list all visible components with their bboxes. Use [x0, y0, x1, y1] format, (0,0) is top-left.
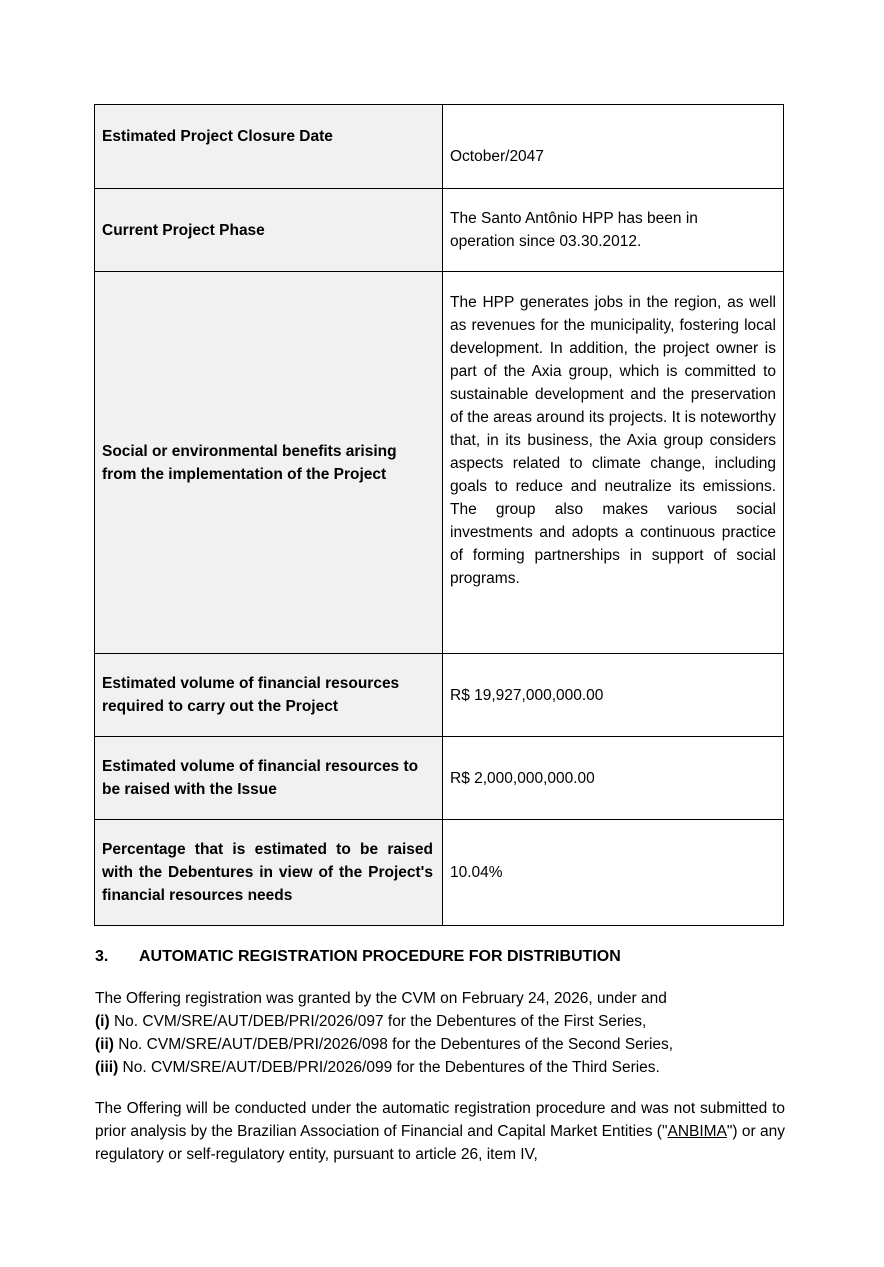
row-label-cell: [95, 654, 443, 737]
anbima-defined-term: ANBIMA: [667, 1123, 727, 1140]
item-text: No. CVM/SRE/AUT/DEB/PRI/2026/097 for the Debentures of the First Series,: [109, 1013, 647, 1030]
row-label: Estimated Project Closure Date: [102, 128, 333, 145]
row-value: The Santo Antônio HPP has been in operation since 03.30.2012.: [450, 210, 698, 250]
item-text: No. CVM/SRE/AUT/DEB/PRI/2026/098 for the Debentures of the Second Series,: [113, 1036, 674, 1053]
row-label: Percentage that is estimated to be raised with the Debentures in view of the Project's financial resources needs: [102, 841, 433, 904]
row-value-cell: [443, 737, 784, 820]
section-number: 3.: [95, 948, 109, 965]
section-title: AUTOMATIC REGISTRATION PROCEDURE FOR DISTRIBUTION: [139, 948, 621, 965]
item-text: No. CVM/SRE/AUT/DEB/PRI/2026/099 for the Debentures of the Third Series.: [118, 1059, 660, 1076]
item-marker: (i): [95, 1013, 110, 1030]
row-label-cell: [95, 105, 443, 189]
table-row: [95, 654, 784, 737]
project-info-table: [94, 104, 784, 926]
item-marker: (iii): [95, 1059, 119, 1076]
list-item: [95, 1056, 785, 1079]
table-row: [95, 105, 784, 189]
section-heading: [95, 946, 621, 968]
row-label: Social or environmental benefits arising from the implementation of the Project: [102, 442, 397, 483]
row-label-cell: [95, 272, 443, 654]
paragraph-text-after: ") or any regulatory or self-regulatory entity, pursuant to article 26, item IV,: [95, 1123, 785, 1163]
row-label-cell: [95, 189, 443, 272]
row-value-cell: [443, 189, 784, 272]
row-label-cell: [95, 820, 443, 926]
row-value: October/2047: [450, 148, 544, 165]
paragraph-intro: The Offering registration was granted by the CVM on February 24, 2026, under and: [95, 990, 667, 1007]
row-value-cell: [443, 105, 784, 189]
row-value: R$ 2,000,000,000.00: [450, 769, 595, 787]
item-marker: (ii): [95, 1036, 114, 1053]
row-label-cell: [95, 737, 443, 820]
paragraph-text-before: The Offering will be conducted under the automatic registration procedure and was not submitted to prior analysis by the Brazilian Association of Financial and Capital Market Entities (": [95, 1100, 785, 1140]
row-label: Estimated volume of financial resources required to carry out the Project: [102, 675, 400, 715]
list-item: [95, 1033, 785, 1056]
row-value: R$ 19,927,000,000.00: [450, 686, 604, 704]
row-value-cell: [443, 654, 784, 737]
row-value-cell: [443, 272, 784, 654]
table-row: [95, 820, 784, 926]
table-row: [95, 737, 784, 820]
row-label: Estimated volume of financial resources to be raised with the Issue: [102, 758, 419, 798]
table-row: [95, 272, 784, 654]
offering-paragraph: [95, 1097, 785, 1166]
table-row: [95, 189, 784, 272]
row-value-cell: [443, 820, 784, 926]
registration-paragraph: [95, 987, 785, 1079]
row-label: Current Project Phase: [102, 221, 265, 239]
row-value: The HPP generates jobs in the region, as well as revenues for the municipality, fostering local development. In addition, the project owner is part of the Axia group, which is committed to sustainable development and the preservation of the areas around its projects. It is noteworthy that, in its business, the Axia group considers aspects related to climate change, including goals to reduce and neutralize its emissions. The group also makes various social investments and adopts a continuous practice of forming partnerships in support of social programs.: [450, 294, 776, 587]
row-value: 10.04%: [450, 864, 503, 881]
list-item: [95, 1010, 785, 1033]
